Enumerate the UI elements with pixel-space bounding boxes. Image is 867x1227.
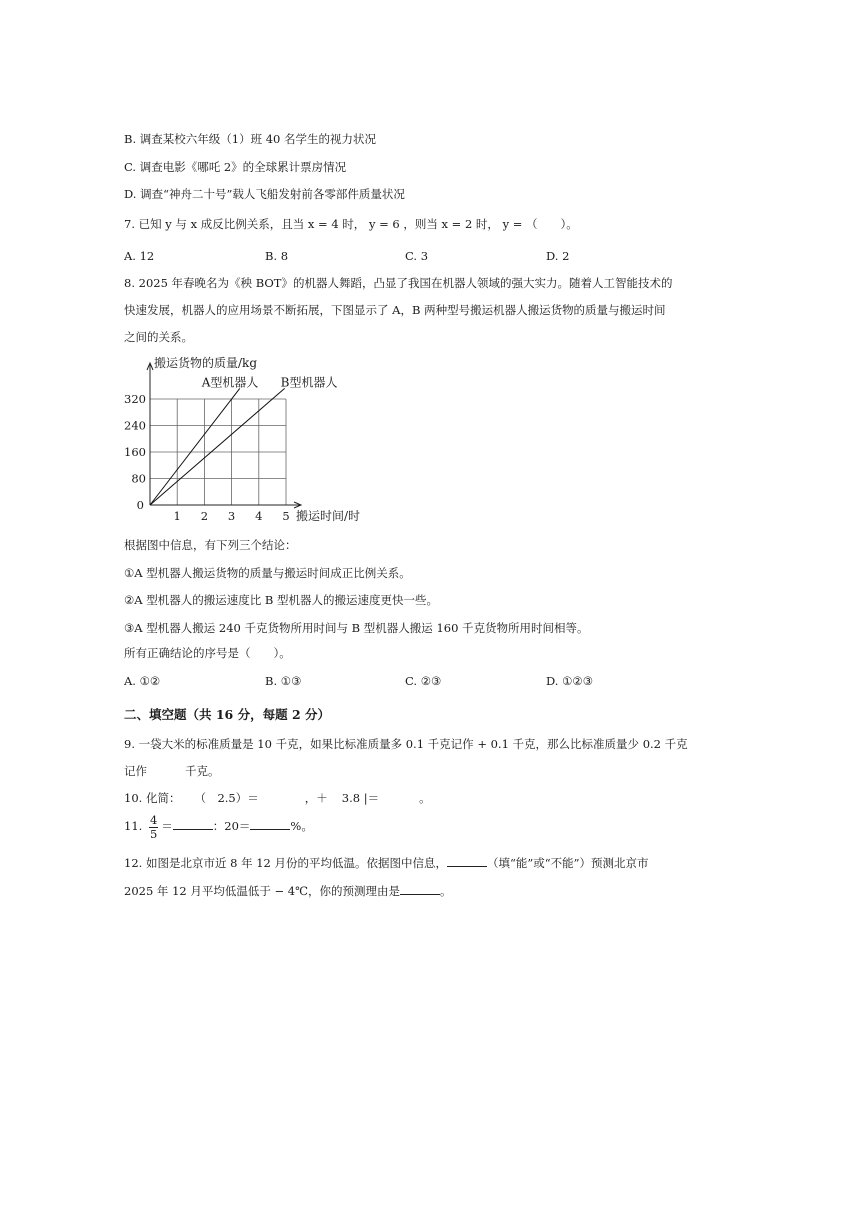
q10-part-2: ，＋ [304, 791, 328, 805]
q8-stem-line-2: 快速发展，机器人的应用场景不断拓展，下图显示了 A，B 两种型号搬运机器人搬运货物的质量与搬运时间 [124, 303, 666, 317]
q7-option-b: B. 8 [265, 249, 289, 263]
q6-option-c: C. 调查电影《哪吒 2》的全球累计票房情况 [124, 160, 347, 174]
robot-transport-chart [120, 352, 380, 532]
y-tick-label: 320 [124, 392, 146, 406]
y-tick-label: 80 [131, 471, 146, 486]
q8-intro: 根据图中信息，有下列三个结论： [124, 538, 297, 552]
q8-ask: 所有正确结论的序号是（ ）。 [124, 646, 291, 660]
x-axis-label: 搬运时间/时 [296, 509, 361, 523]
q8-option-a: A. ①② [124, 674, 161, 688]
q8-stem-line-1: 8. 2025 年春晚名为《秧 BOT》的机器人舞蹈，凸显了我国在机器人领域的强大实力。随着人工智能技术的 [124, 276, 673, 290]
q9-line-2 [124, 763, 220, 779]
x-tick-label: 2 [200, 509, 209, 523]
q11-answer-blank-2[interactable] [250, 817, 290, 830]
q8-option-d: D. ①②③ [546, 674, 594, 688]
q9-suffix: 千克。 [185, 764, 220, 778]
y-axis-label: 搬运货物的质量/kg [154, 356, 257, 370]
series-label-a: A型机器人 [201, 375, 259, 390]
chart-grid [150, 399, 286, 505]
q10-line [124, 790, 431, 806]
q10-part-3: 3.8 |＝ [341, 791, 380, 805]
y-tick-label: 160 [124, 445, 146, 459]
y-tick-label: 240 [124, 418, 146, 433]
q12-answer-blank-2[interactable] [400, 882, 440, 895]
q8-stem-line-3: 之间的关系。 [124, 330, 193, 344]
chart-text [124, 355, 360, 523]
q11-colon: ：20＝ [212, 819, 251, 833]
q11-denominator: 5 [149, 826, 158, 841]
q7-option-d: D. 2 [546, 249, 570, 263]
q11-label: 11. [124, 819, 143, 833]
q12-answer-blank-1[interactable] [447, 854, 487, 867]
q11-numerator: 4 [149, 812, 158, 827]
x-tick-label: 3 [227, 509, 236, 523]
q7-option-a: A. 12 [124, 249, 155, 263]
q12-line-2 [124, 882, 452, 899]
x-tick-label: 1 [173, 509, 181, 523]
x-tick-label: 5 [282, 509, 290, 523]
x-tick-label: 4 [255, 509, 263, 523]
q8-option-c: C. ②③ [405, 674, 442, 688]
q12-text-1: 12. 如图是北京市近 8 年 12 月份的平均低温。依据图中信息， [124, 856, 448, 870]
q12-text-3: 2025 年 12 月平均低温低于 − 4℃，你的预测理由是 [124, 884, 400, 898]
q12-text-4: 。 [440, 884, 452, 898]
q9-line-1: 9. 一袋大米的标准质量是 10 千克，如果比标准质量多 0.1 千克记作 + 0.1 千克，那么比标准质量少 0.2 千克 [124, 737, 688, 751]
origin-label: 0 [136, 498, 144, 512]
q6-option-b: B. 调查某校六年级（1）班 40 名学生的视力状况 [124, 132, 377, 146]
chart-lines [150, 388, 285, 505]
q11-line [124, 812, 313, 841]
q11-percent: %。 [290, 819, 313, 833]
q6-option-d: D. 调查“神舟二十号”载人飞船发射前各零部件质量状况 [124, 187, 405, 201]
q8-option-b: B. ①③ [265, 674, 302, 688]
q11-equals: ＝ [161, 819, 173, 833]
q10-part-1: （ 2.5）＝ [194, 791, 259, 805]
q12-text-2: （填“能”或“不能”）预测北京市 [487, 856, 649, 870]
q10-label: 10. 化简： [124, 791, 181, 805]
q11-fraction [149, 814, 158, 841]
q7-stem: 7. 已知 y 与 x 成反比例关系，且当 x = 4 时， y = 6 ，则当 x = 2 时， y = （ ）。 [124, 217, 578, 231]
q10-part-4: 。 [419, 791, 431, 805]
series-line-a [150, 388, 240, 505]
q7-option-c: C. 3 [405, 249, 429, 263]
q11-answer-blank-1[interactable] [173, 817, 213, 830]
q8-conclusion-2: ②A 型机器人的搬运速度比 B 型机器人的搬运速度更快一些。 [124, 593, 439, 607]
series-label-b: B型机器人 [280, 375, 338, 390]
series-line-b [150, 388, 285, 505]
q9-prefix: 记作 [124, 764, 147, 778]
section-heading: 二、填空题（共 16 分，每题 2 分） [124, 707, 331, 722]
q12-line-1 [124, 854, 649, 871]
q8-conclusion-3: ③A 型机器人搬运 240 千克货物所用时间与 B 型机器人搬运 160 千克货物所用时间相等。 [124, 621, 589, 635]
q8-conclusion-1: ①A 型机器人搬运货物的质量与搬运时间成正比例关系。 [124, 566, 411, 580]
